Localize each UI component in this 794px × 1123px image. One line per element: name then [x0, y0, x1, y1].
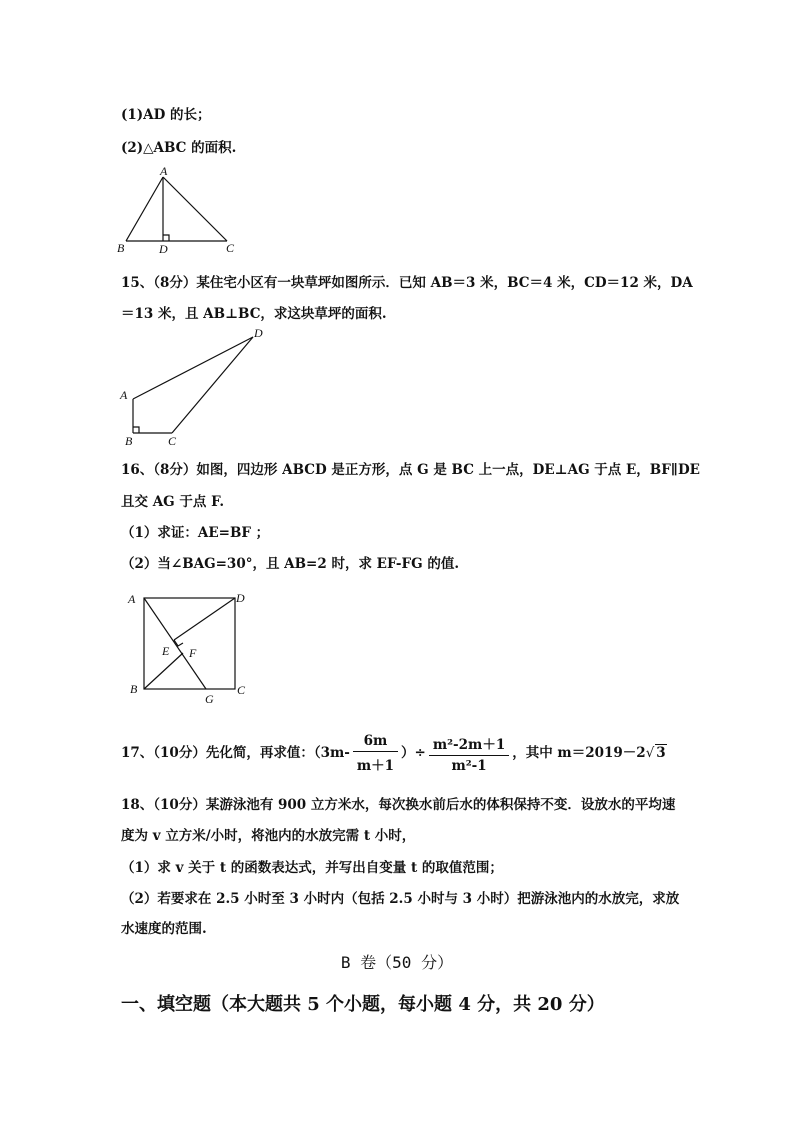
- sqrt-argument: 3: [656, 745, 666, 761]
- label-c: C: [226, 241, 235, 255]
- q16-line2: 且交 AG 于点 F.: [121, 494, 225, 510]
- right-angle-mark-b: [133, 427, 139, 433]
- right-angle-mark-d: [163, 235, 169, 241]
- q17-suffix: ，其中 m＝2019－2: [512, 745, 646, 761]
- lawn-quadrilateral-figure: [116, 325, 276, 450]
- q18-part2-line1: （2）若要求在 2.5 小时至 3 小时内（包括 2.5 小时与 3 小时）把游泳池内的水放完，求放: [121, 891, 680, 907]
- fraction-6m-over-m-plus-1: [353, 733, 398, 774]
- label-c: C: [237, 683, 246, 697]
- q18-line2: 度为 v 立方米/小时，将池内的水放完需 t 小时，: [121, 828, 416, 844]
- label-d: D: [236, 591, 245, 605]
- label-a: A: [120, 388, 128, 402]
- label-d: D: [254, 326, 263, 340]
- q17-prefix: 17、（10分）先化简，再求值：（3m-: [121, 745, 350, 761]
- label-c: C: [168, 434, 177, 448]
- segment-ag: [144, 598, 206, 689]
- q18-part2-line2: 水速度的范围.: [121, 921, 207, 937]
- q15-line1: 15、（8分）某住宅小区有一块草坪如图所示．已知 AB＝3 米，BC＝4 米，CD＝12 米，DA: [121, 275, 693, 291]
- q16-part1: （1）求证：AE=BF ；: [121, 525, 270, 541]
- q15-line2: ＝13 米，且 AB⊥BC，求这块草坪的面积.: [121, 306, 387, 322]
- right-angle-mark-e: [174, 640, 183, 646]
- q17-mid: ）÷: [401, 745, 426, 761]
- label-b: B: [125, 434, 133, 448]
- q14-part2: (2)△ABC 的面积.: [121, 140, 237, 156]
- label-a: A: [128, 592, 136, 606]
- frac2-numerator: m²-2m＋1: [429, 733, 509, 756]
- label-b: B: [117, 241, 125, 255]
- square-abcd-figure: [122, 585, 262, 710]
- segment-bf: [144, 653, 183, 689]
- label-d: D: [159, 242, 168, 255]
- frac1-denominator: m＋1: [356, 758, 395, 774]
- side-ac: [163, 177, 227, 241]
- q18-part1: （1）求 v 关于 t 的函数表达式，并写出自变量 t 的取值范围；: [121, 860, 503, 876]
- label-a: A: [160, 164, 168, 178]
- q16-part2: （2）当∠BAG=30°，且 AB=2 时，求 EF-FG 的值.: [121, 556, 460, 572]
- label-f: F: [189, 646, 197, 660]
- q17-expression: 17、（10分）先化简，再求值：（3m- $\frac{6m}{m+1}$ ）÷ $\frac{\text{m²-2m＋1}}{\text{m²-1}}$ ，其中 m＝2019－2√ 3: [121, 733, 666, 774]
- label-e: E: [162, 644, 170, 658]
- label-g: G: [205, 692, 214, 706]
- volume-b-title: B 卷（50 分）: [340, 953, 454, 972]
- side-cd: [172, 337, 253, 433]
- triangle-abc-figure: [112, 163, 242, 255]
- q14-part1: (1)AD 的长；: [121, 107, 211, 123]
- q18-line1: 18、（10分）某游泳池有 900 立方米水，每次换水前后水的体积保持不变．设放水的平均速: [121, 797, 676, 813]
- label-b: B: [130, 682, 138, 696]
- frac1-numerator: 6m: [353, 733, 398, 752]
- frac2-denominator: m²-1: [451, 758, 487, 774]
- square-abcd: [144, 598, 235, 689]
- q16-line1: 16、（8分）如图，四边形 ABCD 是正方形，点 G 是 BC 上一点，DE⊥AG 于点 E，BF∥DE: [121, 462, 700, 478]
- segment-de: [174, 598, 235, 640]
- side-ab: [126, 177, 163, 241]
- section-fill-in-blank-heading: 一、填空题（本大题共 5 个小题，每小题 4 分，共 20 分）: [121, 994, 605, 1015]
- fraction-second: [429, 733, 509, 774]
- side-da: [133, 337, 253, 399]
